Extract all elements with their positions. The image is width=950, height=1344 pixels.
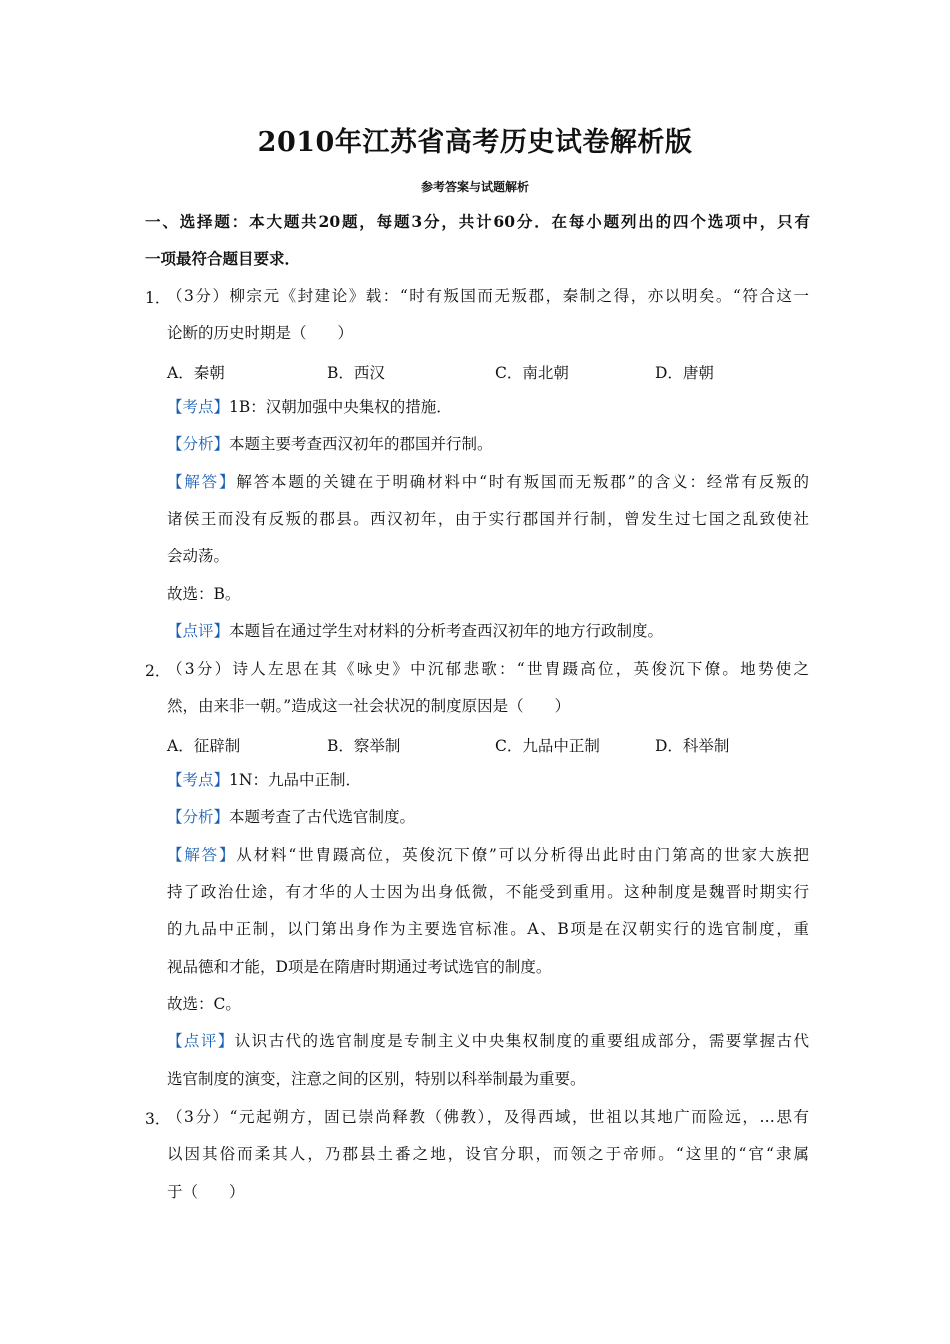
option-d: D．唐朝 bbox=[655, 364, 714, 382]
section-heading: 一、选择题：本大题共20题，每题3分，共计60分．在每小题列出的四个选项中，只有 bbox=[145, 212, 810, 231]
question-stem: （3分）“元起朔方，固已崇尚释教（佛教），及得西域，世祖以其地广而险远，…思有 bbox=[167, 1108, 809, 1126]
option-d: D．科举制 bbox=[655, 737, 730, 755]
question-number: 3． bbox=[145, 1110, 171, 1128]
jieda-row bbox=[167, 837, 809, 874]
kaodian-row bbox=[167, 389, 809, 426]
fenxi-tag: 【分析】 bbox=[167, 808, 230, 826]
jieda-text-cont: 诸侯王而没有反叛的郡县。西汉初年，由于实行郡国并行制，曾发生过七国之乱致使社 bbox=[167, 510, 809, 528]
answer-choice: 故选：C。 bbox=[167, 995, 241, 1013]
option-b: B．西汉 bbox=[327, 364, 385, 382]
dianping-row bbox=[167, 613, 809, 650]
option-a: A．征辟制 bbox=[167, 737, 241, 755]
option-a: A．秦朝 bbox=[167, 364, 225, 382]
question-stem: （3分）诗人左思在其《咏史》中沉郁悲歌：“世胄蹑高位，英俊沉下僚。地势使之 bbox=[167, 660, 809, 678]
dianping-text-cont: 选官制度的演变，注意之间的区别，特别以科举制最为重要。 bbox=[167, 1070, 586, 1088]
jieda-row bbox=[167, 464, 809, 501]
answer-choice: 故选：B。 bbox=[167, 585, 241, 603]
dianping-tag: 【点评】 bbox=[167, 1032, 235, 1050]
question-number: 1． bbox=[145, 289, 171, 307]
question-stem-end: 于（ ） bbox=[167, 1183, 245, 1201]
dianping-text: 本题旨在通过学生对材料的分析考查西汉初年的地方行政制度。 bbox=[229, 622, 664, 640]
kaodian-row bbox=[167, 762, 809, 799]
question-stem-cont: 论断的历史时期是（ ） bbox=[167, 324, 354, 342]
dianping-tag: 【点评】 bbox=[167, 622, 230, 640]
fenxi-tag: 【分析】 bbox=[167, 435, 230, 453]
jieda-text-cont: 的九品中正制，以门第出身作为主要选官标准。A、B项是在汉朝实行的选官制度，重 bbox=[167, 920, 809, 938]
fenxi-text: 本题考查了古代选官制度。 bbox=[229, 808, 416, 826]
kaodian-text: 1N：九品中正制． bbox=[229, 771, 361, 789]
jieda-text: 从材料“世胄蹑高位，英俊沉下僚”可以分析得出此时由门第高的世家大族把 bbox=[236, 846, 809, 864]
question-stem: （3分）柳宗元《封建论》载：“时有叛国而无叛郡，秦制之得，亦以明矣。“符合这一 bbox=[167, 287, 809, 305]
kaodian-text: 1B：汉朝加强中央集权的措施． bbox=[229, 398, 452, 416]
fenxi-text: 本题主要考查西汉初年的郡国并行制。 bbox=[229, 435, 493, 453]
option-b: B．察举制 bbox=[327, 737, 401, 755]
jieda-text-end: 会动荡。 bbox=[167, 547, 230, 565]
option-c: C．九品中正制 bbox=[495, 737, 600, 755]
kaodian-tag: 【考点】 bbox=[167, 771, 230, 789]
question-stem-cont: 然，由来非一朝。”造成这一社会状况的制度原因是（ ） bbox=[167, 697, 571, 715]
dianping-text: 认识古代的选官制度是专制主义中央集权制度的重要组成部分，需要掌握古代 bbox=[234, 1032, 809, 1050]
jieda-text-end: 视品德和才能，D项是在隋唐时期通过考试选官的制度。 bbox=[167, 958, 552, 976]
option-c: C．南北朝 bbox=[495, 364, 569, 382]
jieda-text: 解答本题的关键在于明确材料中“时有叛国而无叛郡”的含义：经常有反叛的 bbox=[236, 473, 809, 491]
jieda-tag: 【解答】 bbox=[167, 846, 237, 864]
kaodian-tag: 【考点】 bbox=[167, 398, 230, 416]
page-subtitle: 参考答案与试题解析 bbox=[420, 180, 529, 194]
section-heading-cont: 一项最符合题目要求． bbox=[145, 249, 301, 268]
fenxi-row bbox=[167, 799, 809, 836]
dianping-row bbox=[167, 1023, 809, 1060]
question-stem-cont: 以因其俗而柔其人，乃郡县土番之地，设官分职，而领之于帝师。“这里的“官“隶属 bbox=[167, 1145, 809, 1163]
jieda-text-cont: 持了政治仕途，有才华的人士因为出身低微，不能受到重用。这种制度是魏晋时期实行 bbox=[167, 883, 809, 901]
page-title: 2010年江苏省高考历史试卷解析版 bbox=[257, 127, 693, 158]
jieda-tag: 【解答】 bbox=[167, 473, 237, 491]
fenxi-row bbox=[167, 426, 809, 463]
question-number: 2． bbox=[145, 662, 171, 680]
